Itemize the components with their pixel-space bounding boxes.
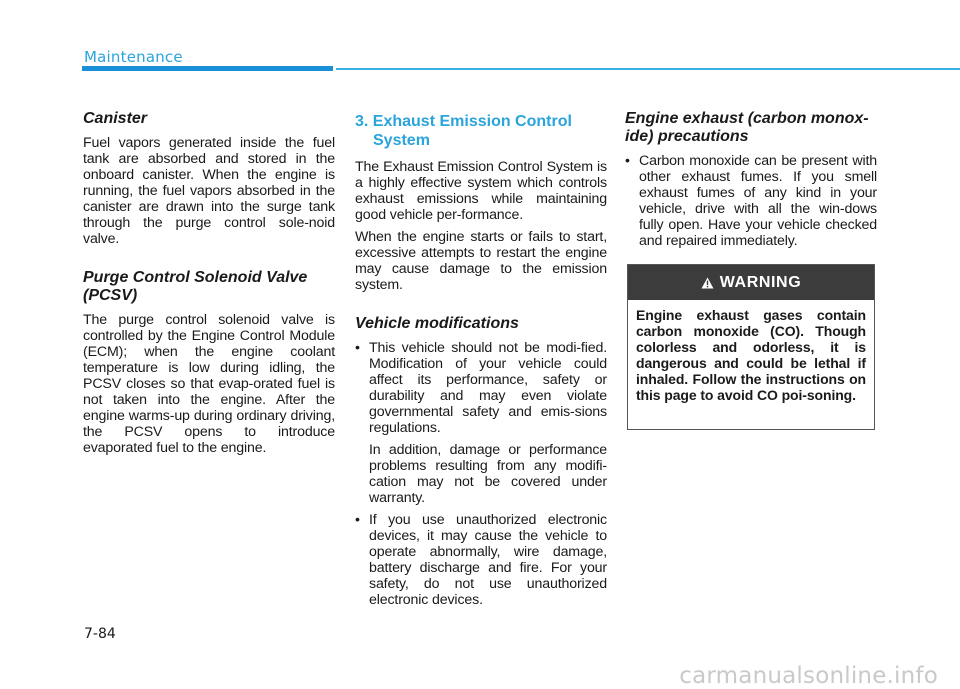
canister-heading: Canister [83,110,148,127]
warning-label: WARNING [719,273,802,291]
warning-box [627,264,875,430]
canister-paragraph: Fuel vapors generated inside the fuel tank are absorbed and stored in the onboard canister. When the engine is running, the fuel vapors absorbed in the canister are drawn into the surge tank through the purge control sole-noid valve. [83,135,335,247]
column-middle [355,110,607,614]
header-rule-dark [82,66,333,71]
pcsv-heading: Purge Control Solenoid Valve (PCSV) [83,269,308,304]
column-left [83,110,335,462]
modifications-list [355,340,607,608]
bullet-icon: • [625,153,630,169]
exhaust-emission-heading: 3. Exhaust Emission Control System [355,113,572,149]
warning-triangle-icon [701,277,714,289]
engine-exhaust-heading: Engine exhaust (carbon monox-ide) precautions [625,110,869,145]
spacer [355,299,607,315]
modifications-bullet-1-sub: In addition, damage or performance problems resulting from any modifi-cation may not be covered under warranty. [369,442,607,506]
emission-paragraph-1: The Exhaust Emission Control System is a highly effective system which controls exhaust emissions while maintaining good vehicle per-formance. [355,159,607,223]
bullet-icon: • [355,512,360,528]
section-header-label: Maintenance [84,48,183,66]
page-number: 7-84 [84,626,116,642]
list-item [625,153,877,249]
modifications-bullet-2: If you use unauthorized electronic devices, it may cause the vehicle to operate abnormally, wire damage, battery discharge and fire. For your safety, do not use unauthorized electronic devices. [369,512,607,608]
exhaust-list [625,153,877,249]
vehicle-modifications-heading: Vehicle modifications [355,315,519,332]
list-item [355,512,607,608]
watermark: carmanualsonline.info [679,663,938,689]
pcsv-paragraph: The purge control solenoid valve is controlled by the Engine Control Module (ECM); when the engine coolant temperature is low during idling, the PCSV closes so that evap-orated fuel is not taken into the engine. After the engine warms-up during ordinary driving, the PCSV opens to introduce evaporated fuel to the engine. [83,312,335,456]
emission-paragraph-2: When the engine starts or fails to start, excessive attempts to restart the engine may cause damage to the emission system. [355,229,607,293]
warning-text: Engine exhaust gases contain carbon monoxide (CO). Though colorless and odorless, it is dangerous and could be lethal if inhaled. Follow the instructions on this page to avoid CO poi-soning. [636,307,866,403]
modifications-bullet-1: This vehicle should not be modi-fied. Modification of your vehicle could affect its performance, safety or durability and may even violate governmental safety and emis-sions regulations. [369,340,607,436]
header-rule-light [336,68,960,70]
exhaust-bullet-1: Carbon monoxide can be present with other exhaust fumes. If you smell exhaust fumes of any kind in your vehicle, drive with all the win-dows fully open. Have your vehicle checked and repaired immediately. [639,153,877,249]
bullet-icon: • [355,340,360,356]
warning-header [628,265,874,300]
spacer [83,253,335,269]
list-item [355,340,607,506]
column-right [625,110,877,255]
